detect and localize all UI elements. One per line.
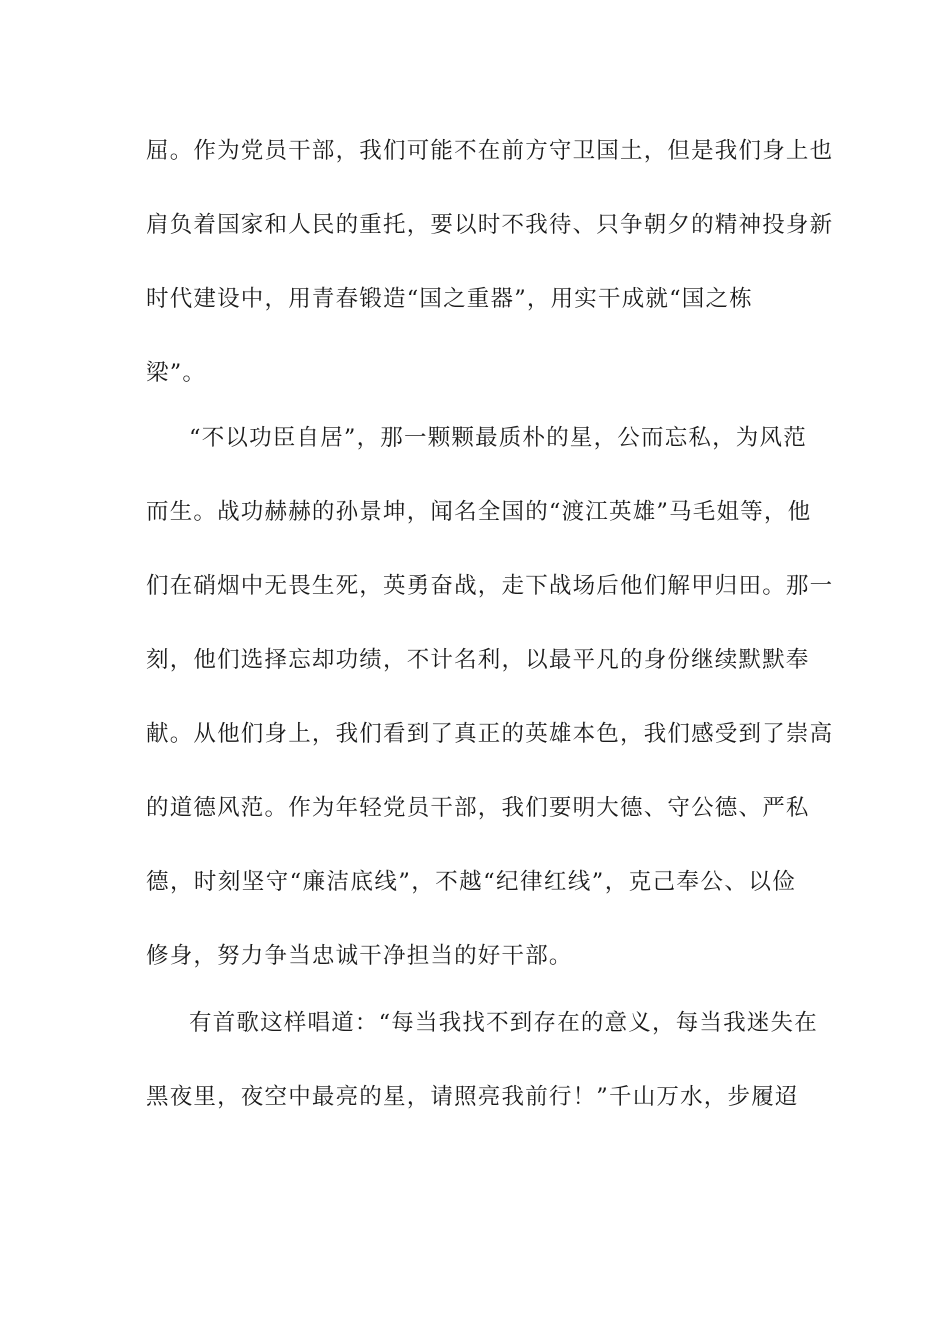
paragraph-line: 献。从他们身上，我们看到了真正的英雄本色，我们感受到了崇高: [146, 721, 834, 747]
paragraph-line: 时代建设中，用青春锻造“国之重器”，用实干成就“国之栋: [146, 286, 753, 312]
paragraph-line: 梁”。: [146, 360, 207, 386]
paragraph-line: 刻，他们选择忘却功绩，不计名利，以最平凡的身份继续默默奉: [146, 647, 810, 673]
paragraph-line: 们在硝烟中无畏生死，英勇奋战，走下战场后他们解甲归田。那一: [146, 573, 834, 599]
paragraph-first-line: “不以功臣自居”，那一颗颗最质朴的星，公而忘私，为风范: [189, 425, 807, 451]
paragraph-line: 屈。作为党员干部，我们可能不在前方守卫国土，但是我们身上也: [146, 138, 834, 164]
paragraph-line: 肩负着国家和人民的重托，要以时不我待、只争朝夕的精神投身新: [146, 212, 834, 238]
paragraph-line: 德，时刻坚守“廉洁底线”，不越“纪律红线”，克己奉公、以俭: [146, 869, 796, 895]
paragraph-line: 修身，努力争当忠诚干净担当的好干部。: [146, 943, 573, 969]
paragraph-line: 黑夜里，夜空中最亮的星，请照亮我前行！”千山万水，步履迢: [146, 1084, 799, 1110]
paragraph-line: 而生。战功赫赫的孙景坤，闻名全国的“渡江英雄”马毛姐等，他: [146, 499, 812, 525]
paragraph-line: 的道德风范。作为年轻党员干部，我们要明大德、守公德、严私: [146, 795, 810, 821]
paragraph-first-line: 有首歌这样唱道：“每当我找不到存在的意义，每当我迷失在: [189, 1010, 818, 1036]
